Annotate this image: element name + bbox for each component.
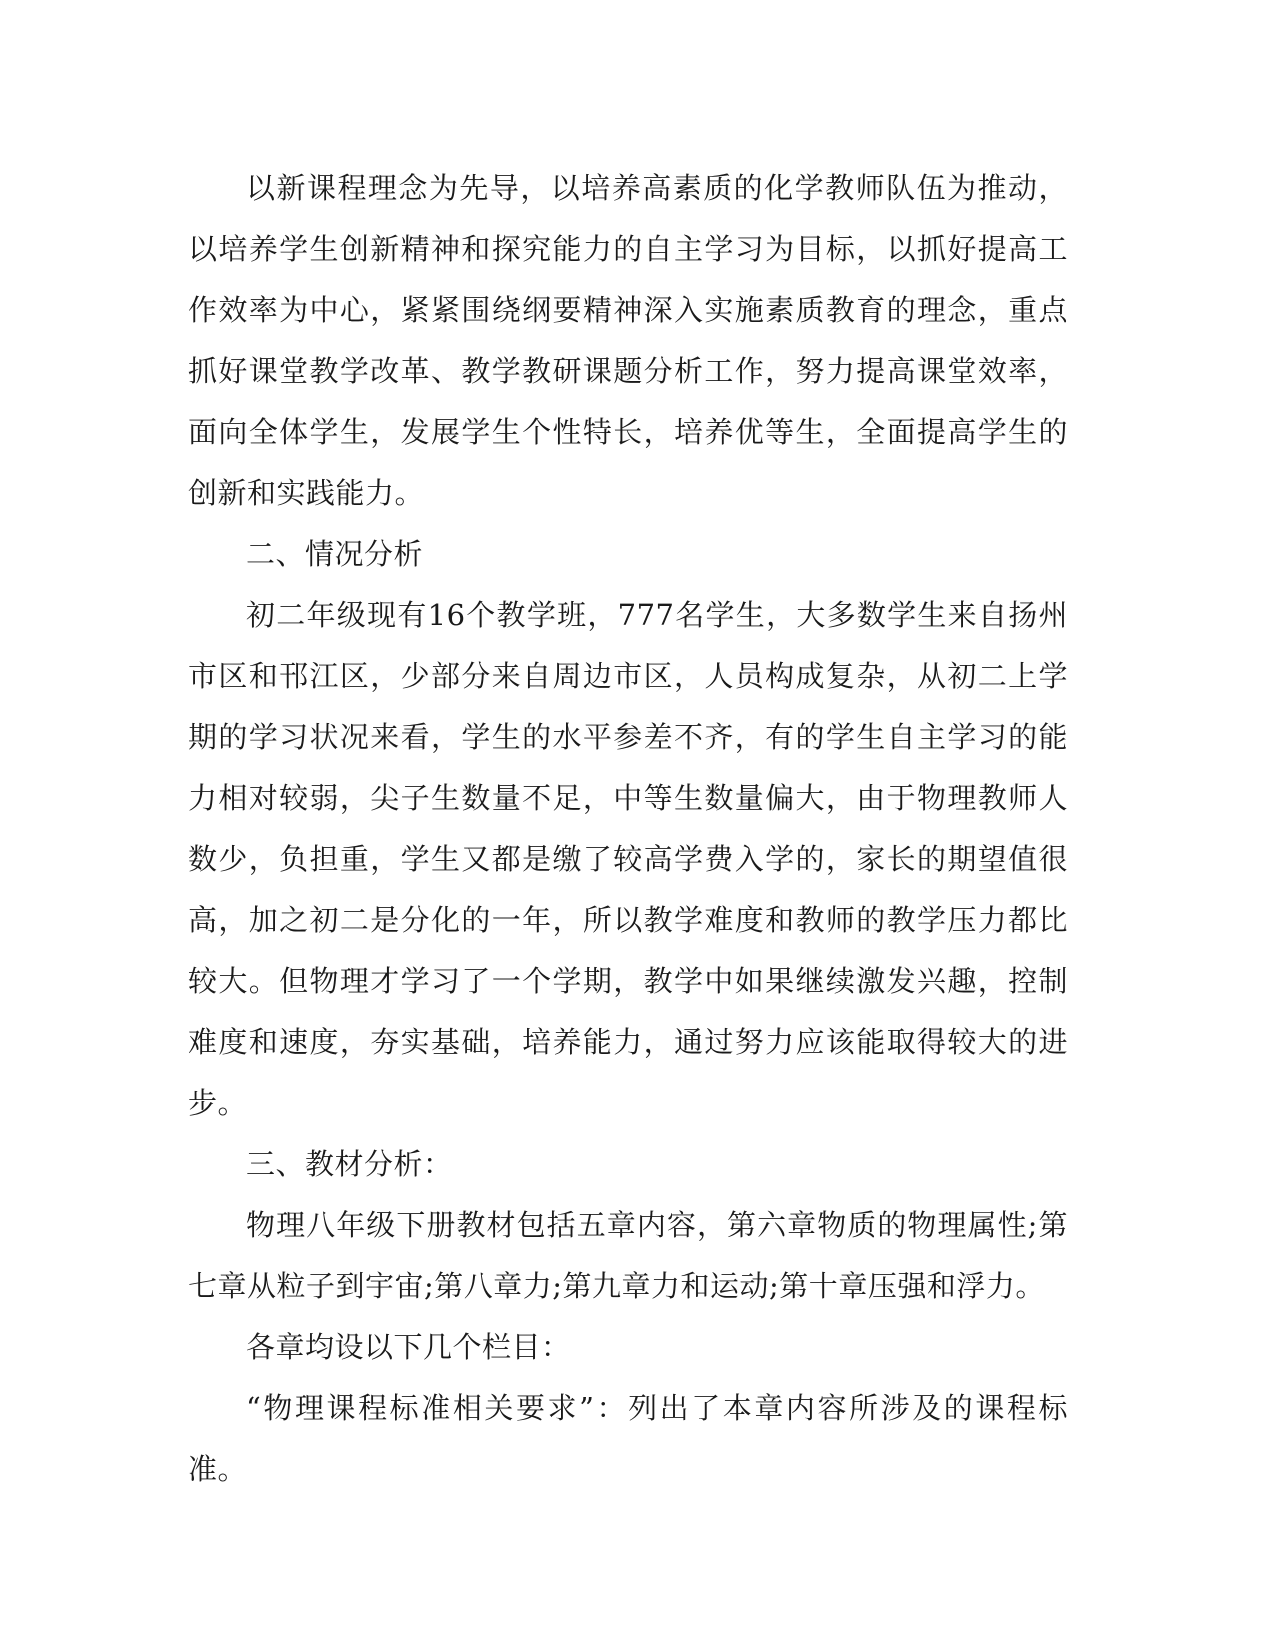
paragraph-situation-analysis: 初二年级现有16个教学班，777名学生，大多数学生来自扬州市区和邗江区，少部分来自周边市区，人员构成复杂，从初二上学期的学习状况来看，学生的水平参差不齐，有的学生自主学习的能力相对较弱，尖子生数量不足，中等生数量偏大，由于物理教师人数少，负担重，学生又都是缴了较高学费入学的，家长的期望值很高，加之初二是分化的一年，所以教学难度和教师的教学压力都比较大。但物理才学习了一个学期，教学中如果继续激发兴趣，控制难度和速度，夯实基础，培养能力，通过努力应该能取得较大的进步。	[188, 598, 1068, 1120]
paragraph-chapter-columns: 各章均设以下几个栏目：	[246, 1330, 571, 1364]
section-heading-situation-analysis: 二、情况分析	[246, 537, 424, 571]
document-body	[188, 158, 1068, 1500]
paragraph-textbook-contents: 物理八年级下册教材包括五章内容，第六章物质的物理属性;第七章从粒子到宇宙;第八章力;第九章力和运动;第十章压强和浮力。	[188, 1208, 1068, 1303]
section-heading-textbook-analysis: 三、教材分析：	[246, 1147, 453, 1181]
paragraph-guiding-principles: 以新课程理念为先导，以培养高素质的化学教师队伍为推动，以培养学生创新精神和探究能力的自主学习为目标，以抓好提高工作效率为中心，紧紧围绕纲要精神深入实施素质教育的理念，重点抓好课堂教学改革、教学教研课题分析工作，努力提高课堂效率，面向全体学生，发展学生个性特长，培养优等生，全面提高学生的创新和实践能力。	[188, 171, 1068, 510]
paragraph-curriculum-standard: “物理课程标准相关要求”：列出了本章内容所涉及的课程标准。	[188, 1391, 1068, 1486]
